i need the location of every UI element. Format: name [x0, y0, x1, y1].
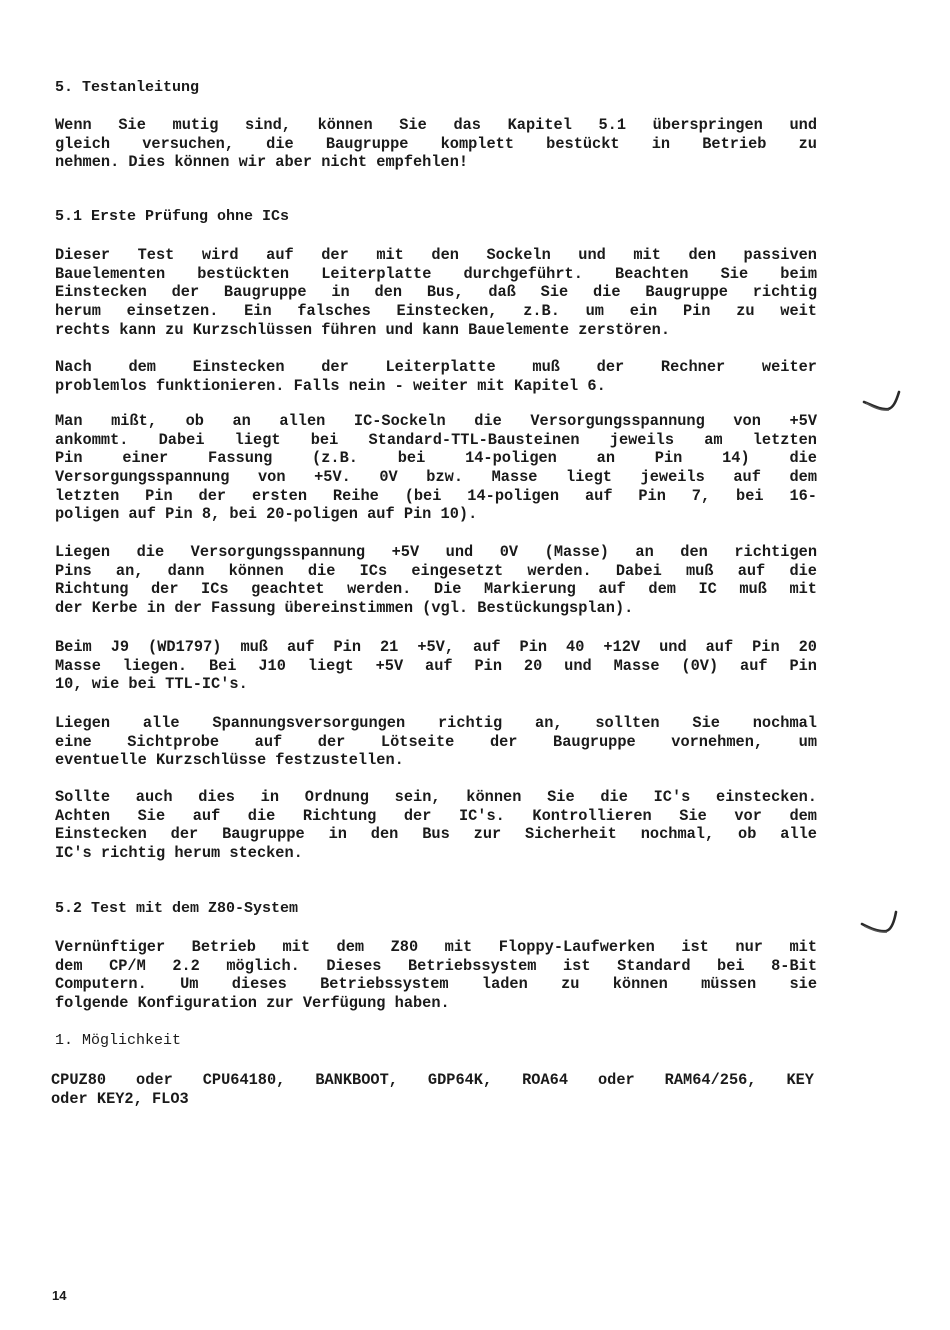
- text-line: oder KEY2, FLO3: [51, 1089, 189, 1108]
- text-line: Dieser Test wird auf der mit den Sockeln und mit den passiven: [55, 246, 817, 264]
- text-line: folgende Konfiguration zur Verfügung haben.: [55, 994, 450, 1013]
- text-line: eine Sichtprobe auf der Lötseite der Baugruppe vornehmen, um: [55, 732, 817, 751]
- margin-check-mark: [860, 910, 900, 936]
- paragraph: [55, 412, 817, 524]
- text-line: Liegen alle Spannungsversorgungen richtig an, sollten Sie nochmal: [55, 714, 817, 732]
- text-line: Pin einer Fassung (z.B. bei 14-poligen an Pin 14) die: [55, 449, 817, 468]
- paragraph: [55, 714, 817, 770]
- text-line: Richtung der ICs geachtet werden. Die Markierung auf dem IC muß mit: [55, 580, 817, 599]
- section-5-2-heading: 5.2 Test mit dem Z80-System: [55, 900, 299, 917]
- text-line: CPUZ80 oder CPU64180, BANKBOOT, GDP64K, ROA64 oder RAM64/256, KEY: [51, 1071, 814, 1089]
- text-line: problemlos funktionieren. Falls nein - weiter mit Kapitel 6.: [55, 376, 606, 395]
- text-line: letzten Pin der ersten Reihe (bei 14-poligen auf Pin 7, bei 16-: [55, 486, 817, 505]
- text-line: Sollte auch dies in Ordnung sein, können Sie die IC's einstecken.: [55, 788, 817, 806]
- option-text: [51, 1071, 814, 1108]
- paragraph: [55, 246, 817, 339]
- text-line: Liegen die Versorgungsspannung +5V und 0V (Masse) an den richtigen: [55, 543, 817, 561]
- text-line: Beim J9 (WD1797) muß auf Pin 21 +5V, auf Pin 40 +12V und auf Pin 20: [55, 638, 817, 656]
- text-line: Pins an, dann können die ICs eingesetzt werden. Dabei muß auf die: [55, 561, 817, 580]
- text-line: ankommt. Dabei liegt bei Standard-TTL-Bausteinen jeweils am letzten: [55, 430, 817, 449]
- text-line: poligen auf Pin 8, bei 20-poligen auf Pin 10).: [55, 505, 478, 524]
- text-line: Computern. Um dieses Betriebssystem laden zu können müssen sie: [55, 975, 817, 994]
- text-line: 10, wie bei TTL-IC's.: [55, 675, 248, 694]
- text-line: gleich versuchen, die Baugruppe komplett bestückt in Betrieb zu: [55, 134, 817, 153]
- text-line: herum einsetzen. Ein falsches Einstecken, z.B. um ein Pin zu weit: [55, 302, 817, 321]
- paragraph: [55, 938, 817, 1013]
- section-5-heading: 5. Testanleitung: [55, 79, 200, 96]
- text-line: Man mißt, ob an allen IC-Sockeln die Versorgungsspannung von +5V: [55, 412, 817, 430]
- text-line: rechts kann zu Kurzschlüssen führen und kann Bauelemente zerstören.: [55, 320, 671, 339]
- margin-check-mark: [862, 388, 902, 414]
- page-number: 14: [52, 1288, 67, 1303]
- text-line: Vernünftiger Betrieb mit dem Z80 mit Floppy-Laufwerken ist nur mit: [55, 938, 817, 956]
- section-5-intro: [55, 116, 817, 172]
- text-line: Bauelementen bestückten Leiterplatte durchgeführt. Beachten Sie beim: [55, 264, 817, 283]
- text-line: Einstecken der Baugruppe in den Bus zur Sicherheit nochmal, ob alle: [55, 825, 817, 844]
- text-line: der Kerbe in der Fassung übereinstimmen (vgl. Bestückungsplan).: [55, 599, 634, 618]
- text-line: Wenn Sie mutig sind, können Sie das Kapitel 5.1 überspringen und: [55, 116, 817, 134]
- text-line: Einstecken der Baugruppe in den Bus, daß Sie die Baugruppe richtig: [55, 283, 817, 302]
- paragraph: [55, 543, 817, 618]
- text-line: dem CP/M 2.2 möglich. Dieses Betriebssystem ist Standard bei 8-Bit: [55, 956, 817, 975]
- text-line: IC's richtig herum stecken.: [55, 844, 303, 863]
- text-line: nehmen. Dies können wir aber nicht empfehlen!: [55, 153, 469, 172]
- paragraph: [55, 358, 817, 395]
- text-line: Versorgungsspannung von +5V. 0V bzw. Masse liegt jeweils auf dem: [55, 468, 817, 487]
- option-heading: 1. Möglichkeit: [55, 1032, 182, 1049]
- section-5-1-heading: 5.1 Erste Prüfung ohne ICs: [55, 208, 290, 225]
- paragraph: [55, 638, 817, 694]
- text-line: Masse liegen. Bei J10 liegt +5V auf Pin 20 und Masse (0V) auf Pin: [55, 656, 817, 675]
- text-line: Achten Sie auf die Richtung der IC's. Kontrollieren Sie vor dem: [55, 806, 817, 825]
- paragraph: [55, 788, 817, 863]
- text-line: eventuelle Kurzschlüsse festzustellen.: [55, 751, 404, 770]
- text-line: Nach dem Einstecken der Leiterplatte muß der Rechner weiter: [55, 358, 817, 376]
